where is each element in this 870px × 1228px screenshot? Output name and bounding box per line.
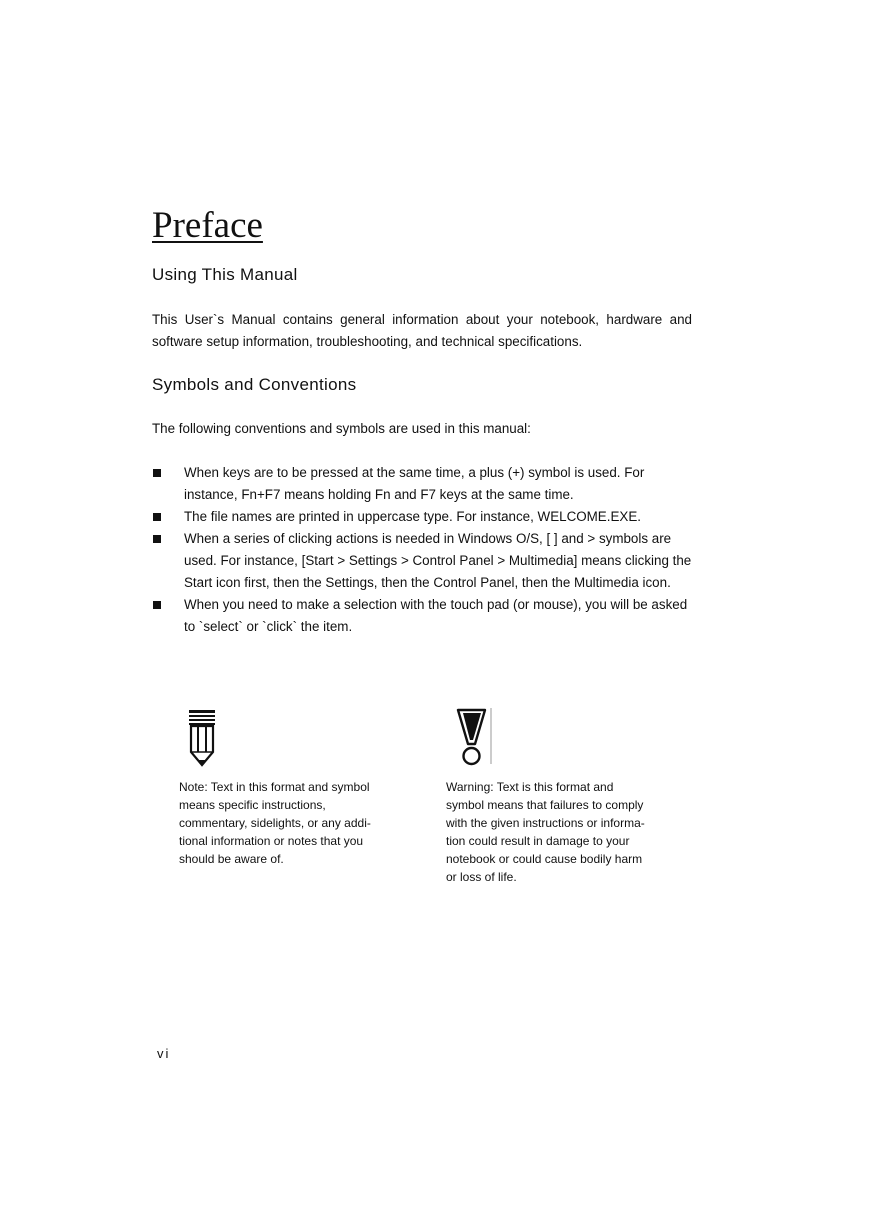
list-item-text: When a series of clicking actions is needed in Windows O/S, [ ] and > symbols are used. For instance, [Start > Settings > Control Panel > Multimedia] means clicking the Start icon first, then the Settings, then the Control Panel, then the Multimedia icon. <box>184 531 692 590</box>
conventions-list <box>152 462 697 638</box>
page-title: Preface <box>152 205 263 246</box>
square-bullet-icon <box>153 513 161 521</box>
list-item-text: When keys are to be pressed at the same time, a plus (+) symbol is used. For instance, Fn+F7 means holding Fn and F7 keys at the same time. <box>184 465 645 502</box>
list-item <box>152 462 697 506</box>
section-heading-symbols-conventions: Symbols and Conventions <box>152 375 357 394</box>
pencil-icon <box>186 708 218 768</box>
square-bullet-icon <box>153 535 161 543</box>
list-item-text: The file names are printed in uppercase type. For instance, WELCOME.EXE. <box>184 509 641 524</box>
square-bullet-icon <box>153 469 161 477</box>
square-bullet-icon <box>153 601 161 609</box>
list-item-text: When you need to make a selection with the touch pad (or mouse), you will be asked to `select` or `click` the item. <box>184 597 688 634</box>
page-number: vi <box>157 1046 171 1061</box>
exclamation-icon <box>452 704 496 770</box>
warning-notice-text: Warning: Text is this format and symbol means that failures to comply with the given instructions or informa- tion could result in damage to your notebook or could cause bodily harm or loss of life. <box>446 780 645 884</box>
note-notice-text: Note: Text in this format and symbol means specific instructions, commentary, sidelights, or any addi- tional information or notes that you should be aware of. <box>179 780 371 866</box>
using-manual-paragraph: This User`s Manual contains general information about your notebook, hardware and software setup information, troubleshooting, and technical specifications. <box>152 312 692 349</box>
list-item <box>152 594 697 638</box>
list-item <box>152 528 697 594</box>
list-item <box>152 506 697 528</box>
section-heading-using-this-manual: Using This Manual <box>152 265 298 284</box>
conventions-intro: The following conventions and symbols are used in this manual: <box>152 421 531 436</box>
